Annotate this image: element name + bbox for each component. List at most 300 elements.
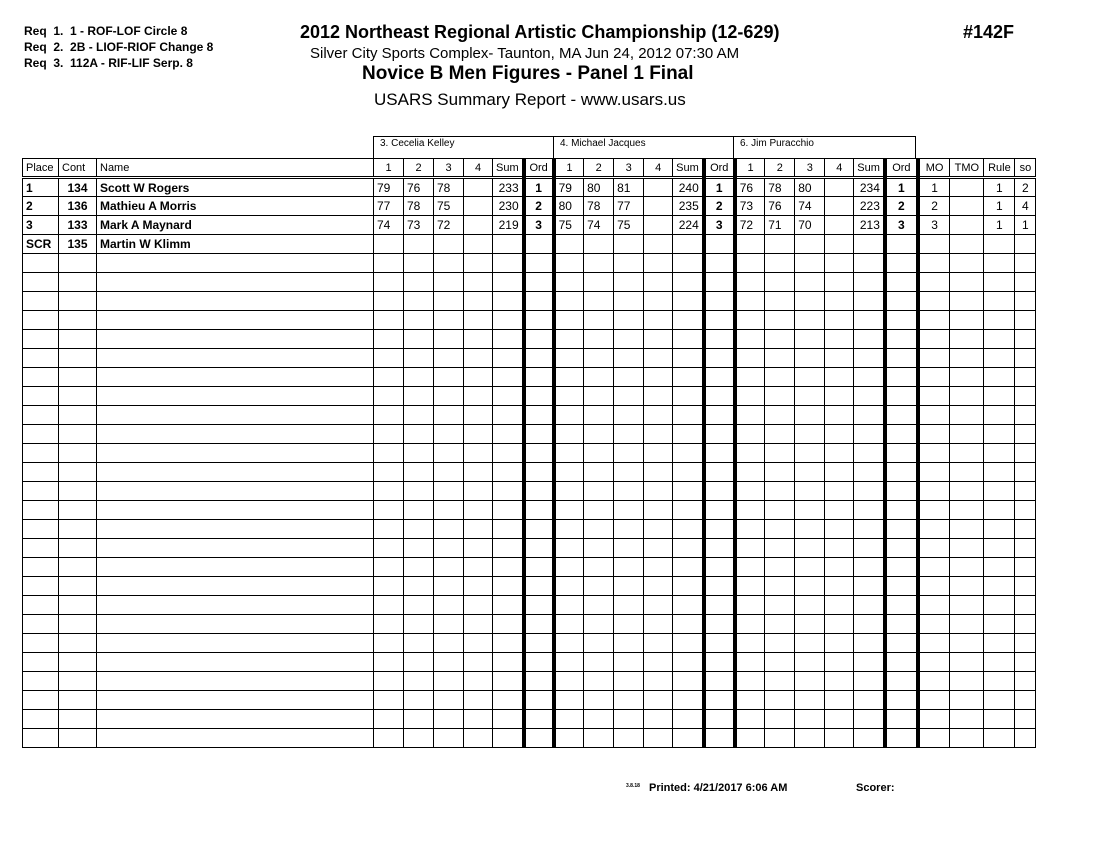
empty-cell bbox=[795, 710, 825, 729]
score-cell: 72 bbox=[434, 216, 464, 235]
score-cell: 73 bbox=[404, 216, 434, 235]
empty-cell bbox=[735, 425, 765, 444]
empty-cell bbox=[735, 463, 765, 482]
empty-cell bbox=[1015, 577, 1036, 596]
rule-cell bbox=[984, 235, 1015, 254]
empty-cell bbox=[825, 577, 854, 596]
empty-cell bbox=[493, 577, 524, 596]
empty-cell bbox=[854, 254, 885, 273]
score-cell bbox=[644, 235, 673, 254]
empty-cell bbox=[885, 368, 918, 387]
empty-cell bbox=[854, 501, 885, 520]
place-cell: 3 bbox=[23, 216, 59, 235]
empty-cell bbox=[765, 463, 795, 482]
empty-cell bbox=[374, 444, 404, 463]
empty-cell bbox=[950, 273, 984, 292]
empty-cell bbox=[374, 653, 404, 672]
empty-cell bbox=[885, 653, 918, 672]
empty-cell bbox=[97, 254, 374, 273]
empty-row bbox=[23, 539, 1036, 558]
empty-cell bbox=[854, 520, 885, 539]
empty-cell bbox=[59, 672, 97, 691]
empty-cell bbox=[524, 596, 554, 615]
empty-cell bbox=[524, 653, 554, 672]
empty-cell bbox=[493, 406, 524, 425]
empty-cell bbox=[795, 539, 825, 558]
empty-cell bbox=[584, 729, 614, 748]
ordinal-cell: 2 bbox=[524, 197, 554, 216]
sum-cell: 230 bbox=[493, 197, 524, 216]
empty-row bbox=[23, 634, 1036, 653]
empty-cell bbox=[434, 444, 464, 463]
empty-cell bbox=[735, 387, 765, 406]
empty-cell bbox=[584, 463, 614, 482]
empty-cell bbox=[984, 710, 1015, 729]
empty-cell bbox=[59, 729, 97, 748]
ordinal-cell bbox=[524, 235, 554, 254]
empty-cell bbox=[950, 406, 984, 425]
empty-cell bbox=[97, 729, 374, 748]
empty-cell bbox=[554, 387, 584, 406]
empty-cell bbox=[825, 520, 854, 539]
empty-cell bbox=[614, 254, 644, 273]
empty-cell bbox=[704, 672, 735, 691]
empty-cell bbox=[97, 520, 374, 539]
empty-cell bbox=[493, 691, 524, 710]
col-j3-ord: Ord bbox=[885, 159, 918, 178]
empty-cell bbox=[584, 615, 614, 634]
ordinal-cell: 3 bbox=[704, 216, 735, 235]
empty-cell bbox=[644, 387, 673, 406]
empty-cell bbox=[735, 653, 765, 672]
empty-cell bbox=[584, 558, 614, 577]
empty-cell bbox=[404, 273, 434, 292]
empty-cell bbox=[554, 596, 584, 615]
empty-cell bbox=[854, 311, 885, 330]
empty-cell bbox=[704, 634, 735, 653]
empty-cell bbox=[918, 634, 950, 653]
empty-cell bbox=[885, 672, 918, 691]
score-cell bbox=[404, 235, 434, 254]
mo-cell bbox=[918, 235, 950, 254]
empty-cell bbox=[464, 311, 493, 330]
empty-cell bbox=[493, 368, 524, 387]
empty-cell bbox=[704, 444, 735, 463]
table-row bbox=[23, 178, 1036, 197]
empty-cell bbox=[795, 691, 825, 710]
score-cell: 77 bbox=[374, 197, 404, 216]
name-cell: Mark A Maynard bbox=[97, 216, 374, 235]
empty-cell bbox=[918, 577, 950, 596]
empty-cell bbox=[765, 691, 795, 710]
empty-cell bbox=[614, 710, 644, 729]
empty-cell bbox=[673, 330, 704, 349]
empty-cell bbox=[404, 330, 434, 349]
empty-cell bbox=[434, 577, 464, 596]
empty-cell bbox=[1015, 254, 1036, 273]
empty-cell bbox=[434, 596, 464, 615]
empty-cell bbox=[404, 710, 434, 729]
empty-cell bbox=[825, 387, 854, 406]
empty-cell bbox=[885, 729, 918, 748]
empty-row bbox=[23, 501, 1036, 520]
empty-row bbox=[23, 596, 1036, 615]
score-cell bbox=[464, 235, 493, 254]
empty-cell bbox=[825, 444, 854, 463]
score-cell: 79 bbox=[374, 178, 404, 197]
empty-cell bbox=[464, 577, 493, 596]
empty-cell bbox=[614, 634, 644, 653]
empty-cell bbox=[434, 710, 464, 729]
empty-cell bbox=[854, 387, 885, 406]
col-j3-s2: 2 bbox=[765, 159, 795, 178]
empty-cell bbox=[644, 501, 673, 520]
empty-cell bbox=[735, 444, 765, 463]
empty-cell bbox=[735, 349, 765, 368]
empty-cell bbox=[59, 406, 97, 425]
empty-cell bbox=[918, 406, 950, 425]
empty-cell bbox=[584, 406, 614, 425]
empty-cell bbox=[493, 330, 524, 349]
empty-cell bbox=[404, 653, 434, 672]
score-cell: 75 bbox=[554, 216, 584, 235]
empty-cell bbox=[59, 463, 97, 482]
empty-cell bbox=[984, 691, 1015, 710]
empty-cell bbox=[984, 368, 1015, 387]
col-tmo: TMO bbox=[950, 159, 984, 178]
empty-cell bbox=[644, 672, 673, 691]
empty-cell bbox=[464, 729, 493, 748]
empty-cell bbox=[644, 539, 673, 558]
empty-cell bbox=[918, 672, 950, 691]
empty-cell bbox=[950, 672, 984, 691]
tmo-cell bbox=[950, 178, 984, 197]
empty-cell bbox=[97, 311, 374, 330]
table-row bbox=[23, 235, 1036, 254]
score-cell bbox=[735, 235, 765, 254]
empty-cell bbox=[918, 710, 950, 729]
score-cell: 78 bbox=[434, 178, 464, 197]
sum-cell bbox=[673, 235, 704, 254]
event-title: Novice B Men Figures - Panel 1 Final bbox=[362, 63, 694, 84]
empty-row bbox=[23, 520, 1036, 539]
cont-cell: 133 bbox=[59, 216, 97, 235]
empty-cell bbox=[23, 349, 59, 368]
ordinal-cell bbox=[885, 235, 918, 254]
empty-cell bbox=[854, 349, 885, 368]
empty-cell bbox=[464, 463, 493, 482]
empty-cell bbox=[950, 539, 984, 558]
empty-cell bbox=[984, 387, 1015, 406]
empty-cell bbox=[825, 292, 854, 311]
empty-cell bbox=[614, 482, 644, 501]
empty-cell bbox=[795, 634, 825, 653]
empty-cell bbox=[493, 387, 524, 406]
empty-cell bbox=[584, 482, 614, 501]
empty-cell bbox=[644, 482, 673, 501]
ordinal-cell: 1 bbox=[704, 178, 735, 197]
empty-cell bbox=[950, 444, 984, 463]
empty-cell bbox=[704, 520, 735, 539]
ordinal-cell bbox=[704, 235, 735, 254]
empty-cell bbox=[1015, 634, 1036, 653]
empty-cell bbox=[854, 672, 885, 691]
empty-cell bbox=[524, 311, 554, 330]
empty-cell bbox=[854, 292, 885, 311]
empty-cell bbox=[464, 710, 493, 729]
score-cell bbox=[825, 216, 854, 235]
ordinal-cell: 2 bbox=[704, 197, 735, 216]
empty-cell bbox=[950, 596, 984, 615]
empty-cell bbox=[950, 501, 984, 520]
empty-cell bbox=[795, 292, 825, 311]
empty-cell bbox=[984, 558, 1015, 577]
empty-cell bbox=[434, 349, 464, 368]
ordinal-cell: 1 bbox=[524, 178, 554, 197]
empty-cell bbox=[584, 368, 614, 387]
score-cell bbox=[614, 235, 644, 254]
empty-cell bbox=[673, 558, 704, 577]
empty-cell bbox=[434, 482, 464, 501]
score-cell: 81 bbox=[614, 178, 644, 197]
empty-row bbox=[23, 444, 1036, 463]
empty-cell bbox=[765, 615, 795, 634]
empty-cell bbox=[644, 691, 673, 710]
empty-cell bbox=[765, 349, 795, 368]
empty-cell bbox=[885, 463, 918, 482]
mo-cell: 1 bbox=[918, 178, 950, 197]
empty-cell bbox=[644, 368, 673, 387]
empty-cell bbox=[434, 292, 464, 311]
empty-cell bbox=[735, 539, 765, 558]
empty-cell bbox=[885, 558, 918, 577]
empty-cell bbox=[23, 482, 59, 501]
empty-cell bbox=[434, 368, 464, 387]
empty-cell bbox=[950, 368, 984, 387]
empty-cell bbox=[704, 273, 735, 292]
empty-cell bbox=[1015, 406, 1036, 425]
empty-cell bbox=[374, 482, 404, 501]
empty-cell bbox=[885, 596, 918, 615]
empty-cell bbox=[434, 558, 464, 577]
empty-cell bbox=[464, 425, 493, 444]
empty-cell bbox=[704, 330, 735, 349]
col-j3-s3: 3 bbox=[795, 159, 825, 178]
score-cell bbox=[795, 235, 825, 254]
empty-cell bbox=[984, 729, 1015, 748]
empty-cell bbox=[765, 273, 795, 292]
empty-cell bbox=[984, 577, 1015, 596]
score-cell: 70 bbox=[795, 216, 825, 235]
empty-cell bbox=[795, 368, 825, 387]
judge-header-1: 3. Cecelia Kelley bbox=[373, 136, 554, 158]
empty-cell bbox=[918, 463, 950, 482]
empty-cell bbox=[765, 653, 795, 672]
empty-cell bbox=[765, 311, 795, 330]
empty-cell bbox=[984, 634, 1015, 653]
empty-cell bbox=[404, 406, 434, 425]
empty-cell bbox=[434, 330, 464, 349]
empty-cell bbox=[524, 254, 554, 273]
empty-cell bbox=[584, 311, 614, 330]
empty-cell bbox=[59, 691, 97, 710]
empty-cell bbox=[950, 710, 984, 729]
empty-row bbox=[23, 368, 1036, 387]
empty-cell bbox=[404, 615, 434, 634]
empty-cell bbox=[795, 558, 825, 577]
empty-cell bbox=[825, 539, 854, 558]
empty-cell bbox=[23, 273, 59, 292]
empty-cell bbox=[59, 653, 97, 672]
empty-cell bbox=[404, 634, 434, 653]
empty-cell bbox=[644, 311, 673, 330]
empty-cell bbox=[434, 273, 464, 292]
empty-cell bbox=[97, 349, 374, 368]
empty-cell bbox=[464, 520, 493, 539]
empty-cell bbox=[554, 463, 584, 482]
empty-cell bbox=[614, 558, 644, 577]
requirement-1: Req 1. 1 - ROF-LOF Circle 8 bbox=[24, 24, 188, 38]
empty-cell bbox=[765, 425, 795, 444]
empty-cell bbox=[795, 520, 825, 539]
empty-cell bbox=[984, 292, 1015, 311]
empty-cell bbox=[97, 501, 374, 520]
empty-cell bbox=[950, 577, 984, 596]
empty-cell bbox=[885, 387, 918, 406]
empty-cell bbox=[524, 463, 554, 482]
empty-cell bbox=[404, 501, 434, 520]
empty-cell bbox=[825, 634, 854, 653]
empty-cell bbox=[644, 349, 673, 368]
empty-cell bbox=[673, 634, 704, 653]
score-cell: 76 bbox=[765, 197, 795, 216]
empty-cell bbox=[644, 292, 673, 311]
empty-cell bbox=[1015, 444, 1036, 463]
empty-cell bbox=[59, 596, 97, 615]
empty-cell bbox=[23, 710, 59, 729]
empty-cell bbox=[854, 615, 885, 634]
ordinal-cell: 2 bbox=[885, 197, 918, 216]
empty-cell bbox=[23, 311, 59, 330]
empty-cell bbox=[493, 273, 524, 292]
empty-cell bbox=[374, 368, 404, 387]
empty-cell bbox=[950, 330, 984, 349]
empty-cell bbox=[493, 349, 524, 368]
name-cell: Mathieu A Morris bbox=[97, 197, 374, 216]
empty-cell bbox=[614, 387, 644, 406]
empty-cell bbox=[704, 501, 735, 520]
empty-cell bbox=[644, 444, 673, 463]
sum-cell bbox=[493, 235, 524, 254]
score-cell: 74 bbox=[374, 216, 404, 235]
empty-cell bbox=[950, 425, 984, 444]
empty-cell bbox=[950, 615, 984, 634]
empty-cell bbox=[673, 577, 704, 596]
empty-cell bbox=[374, 520, 404, 539]
empty-cell bbox=[918, 520, 950, 539]
empty-cell bbox=[918, 729, 950, 748]
empty-cell bbox=[1015, 311, 1036, 330]
empty-cell bbox=[984, 596, 1015, 615]
empty-cell bbox=[644, 634, 673, 653]
score-cell: 77 bbox=[614, 197, 644, 216]
empty-cell bbox=[1015, 558, 1036, 577]
so-cell bbox=[1015, 235, 1036, 254]
empty-cell bbox=[918, 444, 950, 463]
empty-cell bbox=[493, 254, 524, 273]
empty-cell bbox=[554, 615, 584, 634]
empty-row bbox=[23, 273, 1036, 292]
empty-cell bbox=[23, 539, 59, 558]
empty-cell bbox=[584, 387, 614, 406]
col-mo: MO bbox=[918, 159, 950, 178]
score-cell: 80 bbox=[795, 178, 825, 197]
empty-cell bbox=[614, 653, 644, 672]
empty-cell bbox=[23, 729, 59, 748]
empty-cell bbox=[524, 520, 554, 539]
empty-cell bbox=[524, 615, 554, 634]
empty-cell bbox=[59, 311, 97, 330]
empty-cell bbox=[735, 406, 765, 425]
empty-row bbox=[23, 615, 1036, 634]
score-cell bbox=[464, 216, 493, 235]
empty-cell bbox=[97, 387, 374, 406]
empty-cell bbox=[795, 425, 825, 444]
ordinal-cell: 3 bbox=[524, 216, 554, 235]
empty-cell bbox=[493, 729, 524, 748]
cont-cell: 136 bbox=[59, 197, 97, 216]
empty-cell bbox=[854, 539, 885, 558]
empty-cell bbox=[918, 387, 950, 406]
col-j1-ord: Ord bbox=[524, 159, 554, 178]
empty-row bbox=[23, 349, 1036, 368]
empty-cell bbox=[23, 577, 59, 596]
empty-cell bbox=[918, 349, 950, 368]
empty-cell bbox=[434, 311, 464, 330]
empty-cell bbox=[704, 463, 735, 482]
empty-cell bbox=[795, 349, 825, 368]
empty-cell bbox=[23, 634, 59, 653]
empty-cell bbox=[97, 273, 374, 292]
empty-cell bbox=[493, 482, 524, 501]
empty-cell bbox=[554, 691, 584, 710]
empty-cell bbox=[464, 330, 493, 349]
empty-cell bbox=[614, 615, 644, 634]
col-cont: Cont bbox=[59, 159, 97, 178]
empty-cell bbox=[524, 558, 554, 577]
empty-cell bbox=[59, 444, 97, 463]
empty-cell bbox=[950, 311, 984, 330]
empty-cell bbox=[765, 520, 795, 539]
empty-cell bbox=[885, 615, 918, 634]
empty-cell bbox=[950, 254, 984, 273]
empty-cell bbox=[950, 520, 984, 539]
empty-cell bbox=[795, 501, 825, 520]
empty-cell bbox=[404, 444, 434, 463]
empty-cell bbox=[918, 501, 950, 520]
printed-timestamp: Printed: 4/21/2017 6:06 AM bbox=[649, 782, 788, 794]
empty-cell bbox=[885, 634, 918, 653]
empty-cell bbox=[23, 615, 59, 634]
empty-cell bbox=[825, 501, 854, 520]
sum-cell: 235 bbox=[673, 197, 704, 216]
empty-cell bbox=[825, 349, 854, 368]
score-cell bbox=[765, 235, 795, 254]
empty-cell bbox=[950, 558, 984, 577]
empty-cell bbox=[97, 539, 374, 558]
col-j1-s3: 3 bbox=[434, 159, 464, 178]
score-cell bbox=[644, 178, 673, 197]
